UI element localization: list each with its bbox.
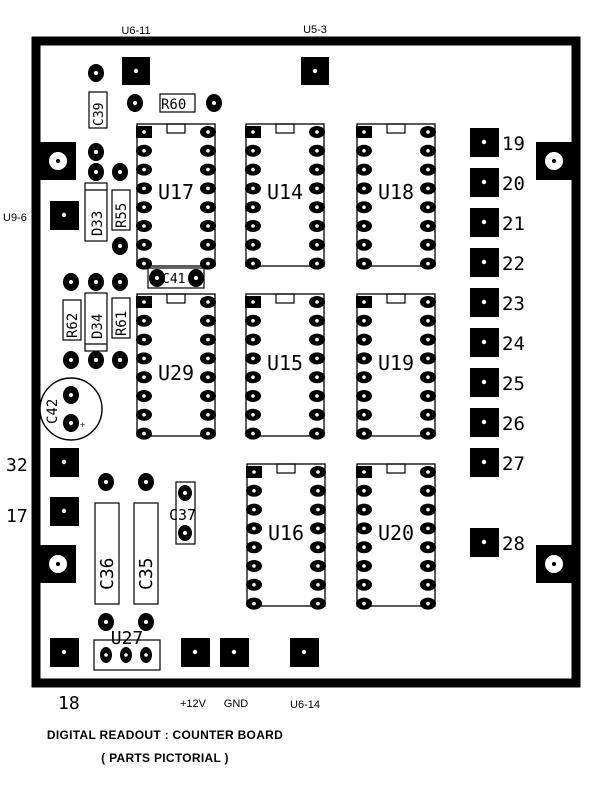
diode-d33 — [85, 183, 107, 241]
label-pin-25: 25 — [502, 373, 525, 395]
label-c41: C41 — [162, 272, 186, 287]
ic-label-u29 — [158, 361, 194, 385]
pad-round — [88, 273, 104, 291]
label-pin-17: 17 — [6, 506, 28, 527]
label-r60: R60 — [161, 97, 187, 113]
label-r62: R62 — [65, 312, 81, 338]
label-pin-26: 26 — [502, 413, 525, 435]
pad-pin-27 — [470, 448, 525, 477]
capacitor-c35 — [134, 503, 158, 604]
label-pin-20: 20 — [502, 173, 525, 195]
pad-u9-6 — [50, 201, 79, 230]
resistor-r62 — [63, 300, 81, 340]
label-u6-11: U6-11 — [121, 25, 151, 37]
label-pin-22: 22 — [502, 253, 525, 275]
label-u27: U27 — [110, 628, 144, 649]
label-c37: C37 — [169, 506, 197, 524]
ic-label-u19 — [378, 351, 414, 375]
label-c39: C39 — [92, 102, 107, 126]
pad-pin-21 — [470, 208, 525, 237]
ic-label-u20 — [378, 521, 414, 545]
label-u5-3: U5-3 — [303, 24, 327, 36]
pad-round — [88, 163, 104, 181]
label-c42: C42 — [45, 398, 61, 424]
ic-label-u16 — [268, 521, 304, 545]
plus-mark: + — [80, 420, 86, 430]
pad-round — [138, 473, 154, 491]
capacitor-c42 — [40, 378, 102, 440]
label-gnd: GND — [223, 698, 249, 710]
pad-round — [88, 64, 104, 82]
pad-pin-23 — [470, 288, 525, 317]
pad-round — [63, 351, 79, 369]
label-pin-27: 27 — [502, 453, 525, 475]
ic-label-u14 — [267, 180, 303, 204]
pad-pin-22 — [470, 248, 525, 277]
ic-name-u17: U17 — [157, 180, 195, 204]
label-c36: C36 — [97, 557, 118, 590]
pad-pin-24 — [470, 328, 525, 357]
pad-round — [88, 143, 104, 161]
capacitor-c39 — [89, 92, 107, 128]
pad-round — [88, 351, 104, 369]
pad-pin-17 — [50, 497, 79, 526]
pad-round — [98, 473, 114, 491]
ic-name-u15: U15 — [266, 351, 304, 375]
label-r55: R55 — [114, 202, 130, 228]
label-pin-19: 19 — [502, 133, 525, 155]
mounting-hole-top-left — [40, 142, 76, 180]
pad-round — [112, 237, 128, 255]
ic-label-u15 — [267, 351, 303, 375]
label-pin-28: 28 — [502, 533, 525, 555]
ic-name-u29: U29 — [157, 361, 195, 385]
pad-u6-14 — [290, 638, 319, 667]
pad-round — [112, 351, 128, 369]
pad-12v — [181, 638, 210, 667]
pad-pin-19 — [470, 128, 525, 157]
label-pin-21: 21 — [502, 213, 525, 235]
pad-u5-3 — [301, 57, 329, 85]
mounting-hole-bottom-right — [536, 545, 572, 583]
label-u6-14: U6-14 — [290, 699, 320, 711]
pad-pin-26 — [470, 408, 525, 437]
mounting-hole-bottom-left — [40, 545, 76, 583]
pad-pin-18 — [50, 638, 79, 667]
pad-pin-32 — [50, 448, 79, 477]
label-c35: C35 — [136, 557, 157, 590]
pad-pin-20 — [470, 168, 525, 197]
pad-round — [63, 273, 79, 291]
ic-label-u18 — [378, 180, 414, 204]
resistor-r61 — [112, 298, 130, 338]
ic-name-u20: U20 — [377, 521, 415, 545]
board-title: DIGITAL READOUT : COUNTER BOARD — [46, 728, 284, 742]
label-pin-18: 18 — [58, 693, 80, 714]
pad-gnd — [220, 638, 249, 667]
label-pin-24: 24 — [502, 333, 525, 355]
pad-pin-25 — [470, 368, 525, 397]
ic-label-u17 — [158, 180, 194, 204]
regulator-u27 — [94, 628, 160, 670]
capacitor-c37 — [169, 482, 196, 544]
capacitor-c36 — [95, 503, 119, 604]
label-d34: D34 — [90, 313, 106, 339]
label-u9-6: U9-6 — [3, 212, 27, 224]
pad-round — [112, 273, 128, 291]
diode-d34 — [85, 293, 107, 351]
label-pin-32: 32 — [6, 455, 28, 476]
label-12v: +12V — [180, 698, 206, 710]
ic-name-u18: U18 — [377, 180, 415, 204]
pad-u6-11 — [122, 57, 150, 85]
label-pin-23: 23 — [502, 293, 525, 315]
resistor-r60 — [127, 94, 222, 113]
label-d33: D33 — [90, 210, 106, 236]
board-subtitle: ( PARTS PICTORIAL ) — [101, 751, 229, 765]
capacitor-c41 — [148, 268, 204, 288]
resistor-r55 — [112, 190, 130, 230]
ic-name-u19: U19 — [377, 351, 415, 375]
label-r61: R61 — [114, 310, 130, 336]
ic-name-u14: U14 — [266, 180, 304, 204]
ic-name-u16: U16 — [267, 521, 305, 545]
pad-pin-28 — [470, 528, 525, 557]
mounting-hole-top-right — [536, 142, 572, 180]
pad-round — [112, 163, 128, 181]
